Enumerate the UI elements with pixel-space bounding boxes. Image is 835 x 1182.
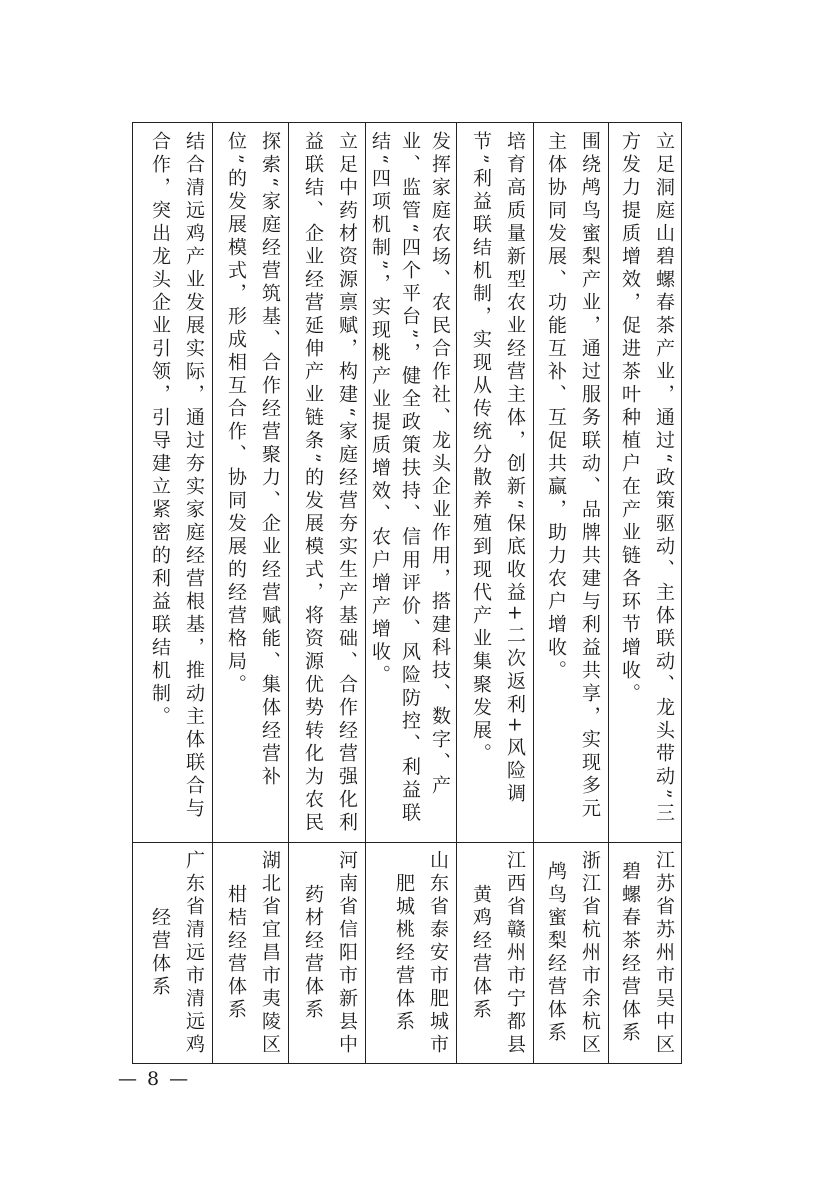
row-divider bbox=[365, 123, 366, 1063]
row-7-description: 结合清远鸡产业发展实际，通过夯实家庭经营根基，推动主体联合与合作，突出龙头企业引领，引导建立紧密的利益联结机制。 bbox=[149, 131, 205, 821]
page-number: — 8 — bbox=[118, 1068, 191, 1090]
row-5-description: 立足中药材资源禀赋，构建“家庭经营夯实生产基础、合作经营强化利益联结、企业经营延伸产业链条”的发展模式，将资源优势转化为农民 bbox=[302, 131, 358, 835]
row-6-name: 湖北省宜昌市夷陵区柑桔经营体系 bbox=[225, 849, 281, 1057]
row-2-description: 围绕鸬鸟蜜梨产业，通过服务联动、品牌共建与利益共享，实现多元主体协同发展、功能互补、互促共赢，助力农户增收。 bbox=[545, 131, 601, 821]
column-divider bbox=[133, 842, 681, 843]
row-3-description: 培育高质量新型农业经营主体，创新“保底收益+二次返利+风险调节”利益联结机制，实现从传统分散养殖到现代产业集聚发展。 bbox=[470, 131, 526, 806]
row-4-description: 发挥家庭农场、农民合作社、龙头企业作用，搭建科技、数字、产业、监管“四个平台”，健全政策扶持、信用评价、风险防控、利益联结“四项机制”，实现桃产业提质增效、农户增产增收。 bbox=[369, 131, 451, 826]
row-6-description: 探索“家庭经营筑基、合作经营聚力、企业经营赋能、集体经营补位”的发展模式，形成相互合作、协同发展的经营格局。 bbox=[225, 131, 281, 789]
row-divider bbox=[288, 123, 289, 1063]
row-2-name: 浙江省杭州市余杭区鸬鸟蜜梨经营体系 bbox=[545, 849, 601, 1057]
row-1-description: 立足洞庭山碧螺春茶产业，通过“政策驱动、主体联动、龙头带动”三方发力提质增效，促进茶叶种植户在产业链各环节增收。 bbox=[619, 131, 675, 826]
row-divider bbox=[212, 123, 213, 1063]
row-4-name: 山东省泰安市肥城市肥城桃经营体系 bbox=[393, 849, 449, 1057]
row-divider bbox=[456, 123, 457, 1063]
main-table bbox=[132, 122, 682, 1064]
row-1-name: 江苏省苏州市吴中区碧螺春茶经营体系 bbox=[619, 849, 675, 1057]
row-3-name: 江西省赣州市宁都县黄鸡经营体系 bbox=[470, 849, 526, 1057]
row-5-name: 河南省信阳市新县中药材经营体系 bbox=[302, 849, 358, 1057]
row-7-name: 广东省清远市清远鸡经营体系 bbox=[149, 849, 205, 1057]
